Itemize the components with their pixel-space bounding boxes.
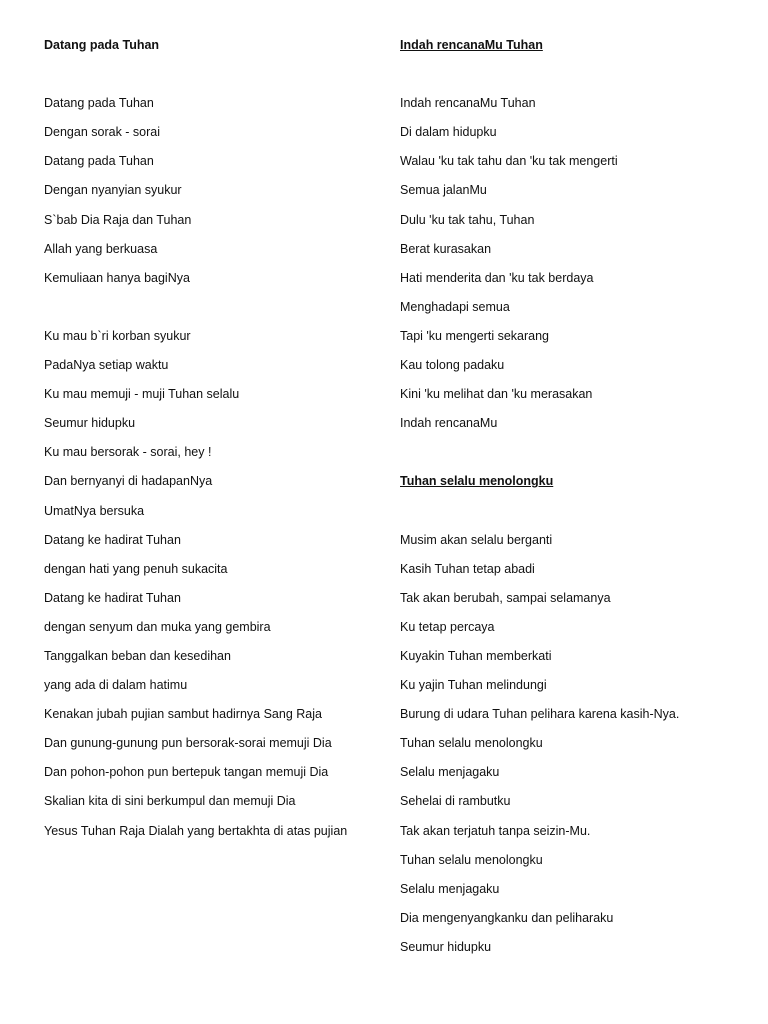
lyric-line: Selalu menjagaku	[400, 881, 500, 896]
lyric-line: Kasih Tuhan tetap abadi	[400, 561, 535, 576]
blank-line	[400, 441, 740, 470]
lyric-line: Indah rencanaMu	[400, 416, 498, 431]
lyric-line: Datang ke hadirat Tuhan	[44, 590, 181, 605]
lyric-line: Kenakan jubah pujian sambut hadirnya Sang Raja	[44, 707, 322, 722]
lyric-line: Tapi 'ku mengerti sekarang	[400, 328, 549, 343]
song-title: Datang pada Tuhan	[44, 38, 160, 52]
lyric-line: Selalu menjagaku	[400, 765, 500, 780]
lyric-line: Dan pohon-pohon pun bertepuk tangan memuji Dia	[44, 765, 329, 780]
lyric-line: dengan senyum dan muka yang gembira	[44, 619, 271, 634]
lyric-line: UmatNya bersuka	[44, 503, 145, 518]
lyric-line: Dan bernyanyi di hadapanNya	[44, 474, 213, 489]
lyric-line: Ku tetap percaya	[400, 619, 495, 634]
lyric-line: Yesus Tuhan Raja Dialah yang bertakhta di atas pujian	[44, 823, 348, 838]
lyric-line: PadaNya setiap waktu	[44, 358, 169, 373]
lyric-line: Hati menderita dan 'ku tak berdaya	[400, 270, 594, 285]
blank-line	[44, 296, 374, 325]
lyric-line: Berat kurasakan	[400, 241, 492, 256]
song-title: Tuhan selalu menolongku	[400, 474, 554, 489]
lyric-line: Ku mau bersorak - sorai, hey !	[44, 445, 212, 460]
lyric-line: Dengan sorak - sorai	[44, 125, 161, 140]
lyric-line: S`bab Dia Raja dan Tuhan	[44, 212, 192, 227]
blank-line	[400, 63, 740, 92]
lyric-line: Ku mau memuji - muji Tuhan selalu	[44, 387, 240, 402]
lyric-line: Allah yang berkuasa	[44, 241, 158, 256]
lyric-line: Burung di udara Tuhan pelihara karena kasih-Nya.	[400, 707, 680, 722]
lyric-line: Dulu 'ku tak tahu, Tuhan	[400, 212, 535, 227]
lyric-line: Seumur hidupku	[44, 416, 136, 431]
lyric-line: Seumur hidupku	[400, 939, 492, 954]
lyric-line: Datang pada Tuhan	[44, 154, 154, 169]
right-column	[400, 34, 740, 965]
lyric-line: Kuyakin Tuhan memberkati	[400, 648, 552, 663]
lyric-line: Semua jalanMu	[400, 183, 487, 198]
lyric-line: Dengan nyanyian syukur	[44, 183, 182, 198]
lyric-line: Walau 'ku tak tahu dan 'ku tak mengerti	[400, 154, 618, 169]
lyric-line: Tuhan selalu menolongku	[400, 852, 543, 867]
lyric-line: Di dalam hidupku	[400, 125, 497, 140]
lyric-line: Sehelai di rambutku	[400, 794, 511, 809]
blank-line	[400, 500, 740, 529]
left-column	[44, 34, 374, 849]
lyric-line: Dan gunung-gunung pun bersorak-sorai memuji Dia	[44, 736, 332, 751]
lyric-line: Tuhan selalu menolongku	[400, 736, 543, 751]
lyric-line: Kau tolong padaku	[400, 358, 505, 373]
lyric-line: Kemuliaan hanya bagiNya	[44, 270, 190, 285]
blank-line	[44, 63, 374, 92]
lyric-line: Ku yajin Tuhan melindungi	[400, 678, 547, 693]
lyric-line: Datang pada Tuhan	[44, 96, 154, 111]
lyric-line: Tak akan terjatuh tanpa seizin-Mu.	[400, 823, 591, 838]
lyric-line: Musim akan selalu berganti	[400, 532, 553, 547]
lyric-line: Dia mengenyangkanku dan peliharaku	[400, 910, 614, 925]
song-title: Indah rencanaMu Tuhan	[400, 38, 543, 52]
lyric-line: Tanggalkan beban dan kesedihan	[44, 648, 231, 663]
lyric-line: Ku mau b`ri korban syukur	[44, 328, 191, 343]
lyric-line: Menghadapi semua	[400, 299, 510, 314]
lyric-line: Skalian kita di sini berkumpul dan memuji Dia	[44, 794, 296, 809]
lyric-line: Datang ke hadirat Tuhan	[44, 532, 181, 547]
lyric-line: yang ada di dalam hatimu	[44, 678, 188, 693]
lyric-line: dengan hati yang penuh sukacita	[44, 561, 228, 576]
lyric-line: Kini 'ku melihat dan 'ku merasakan	[400, 387, 593, 402]
lyric-line: Tak akan berubah, sampai selamanya	[400, 590, 611, 605]
lyric-line: Indah rencanaMu Tuhan	[400, 96, 536, 111]
